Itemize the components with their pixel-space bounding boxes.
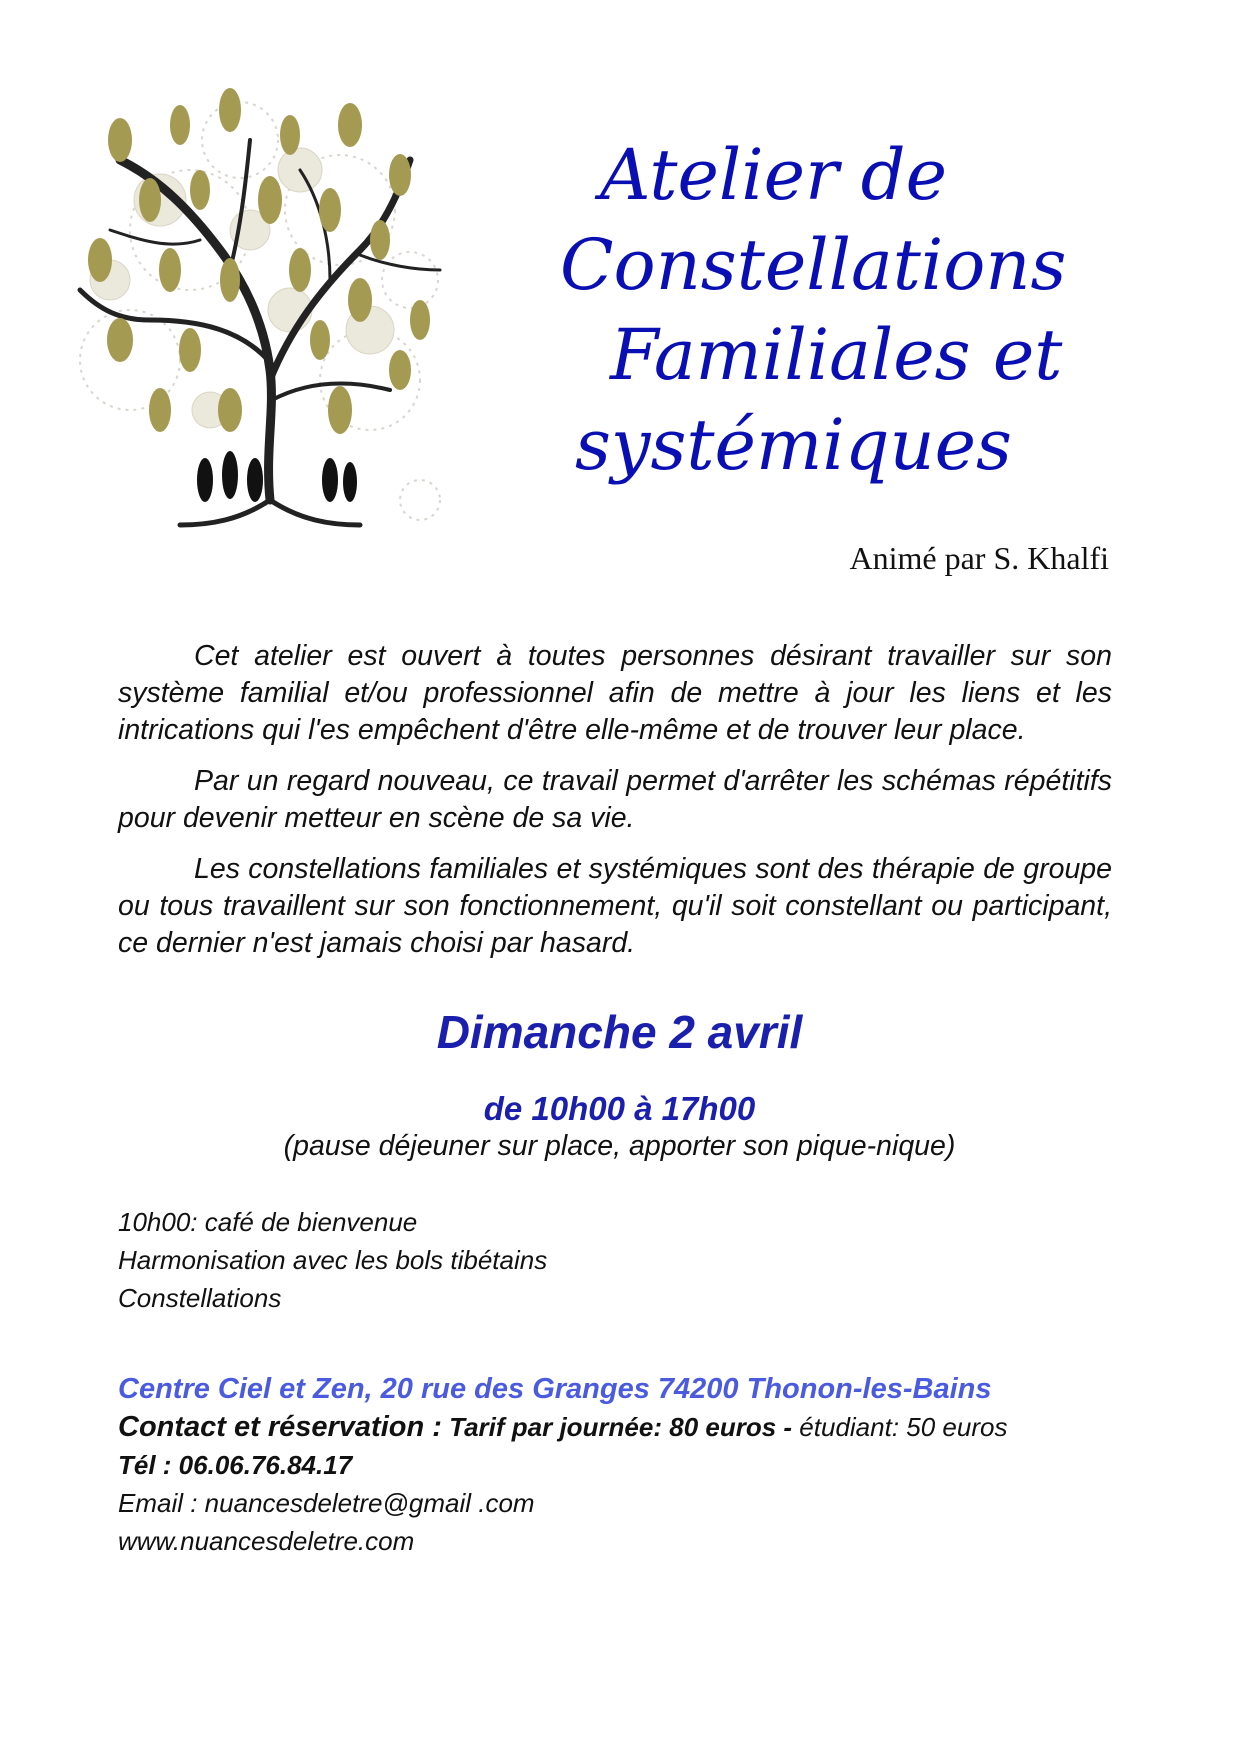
contact-block (118, 1370, 1007, 1560)
flyer-title (560, 130, 1200, 490)
title-line-2: Constellations (560, 224, 1067, 306)
description-paragraph: Par un regard nouveau, ce travail permet d'arrêter les schémas répétitifs pour devenir metteur en scène de sa vie. (118, 765, 1112, 834)
tarif-price: Tarif par journée: 80 euros - (449, 1412, 793, 1442)
schedule-item: 10h00: café de bienvenue (118, 1207, 418, 1237)
event-hours: de 10h00 à 17h00 (483, 1090, 756, 1127)
reservation-line (118, 1408, 1007, 1446)
email-address[interactable]: Email : nuancesdeletre@gmail .com (118, 1488, 535, 1518)
description-paragraph: Les constellations familiales et systémiques sont des thérapie de groupe ou tous travaillent sur son fonctionnement, qu'il soit constellant ou participant, ce dernier n'est jamais choisi par hasard. (118, 853, 1112, 959)
venue-address: Centre Ciel et Zen, 20 rue des Granges 74200 Thonon-les-Bains (118, 1373, 992, 1405)
title-line-3: Familiales et (610, 314, 1063, 396)
reservation-label: Contact et réservation : (118, 1411, 442, 1443)
event-note: (pause déjeuner sur place, apporter son pique-nique) (283, 1130, 956, 1162)
phone-number[interactable]: Tél : 06.06.76.84.17 (118, 1450, 353, 1480)
description (118, 638, 1112, 976)
schedule-item: Constellations (118, 1283, 282, 1313)
schedule-item: Harmonisation avec les bols tibétains (118, 1245, 548, 1275)
family-tree-illustration (40, 80, 470, 540)
title-line-4: systémiques (575, 404, 1012, 486)
schedule (118, 1203, 547, 1317)
title-line-1: Atelier de (600, 134, 948, 216)
description-paragraph: Cet atelier est ouvert à toutes personnes désirant travailler sur son système familial et/ou professionnel afin de mettre à jour les liens et les intrications qui l'es empêchent d'être elle-même et de trouver leur place. (118, 640, 1112, 746)
student-price: étudiant: 50 euros (799, 1412, 1008, 1442)
event-date: Dimanche 2 avril (436, 1006, 803, 1058)
author-credit: Animé par S. Khalfi (849, 540, 1109, 576)
website-link[interactable]: www.nuancesdeletre.com (118, 1526, 415, 1556)
